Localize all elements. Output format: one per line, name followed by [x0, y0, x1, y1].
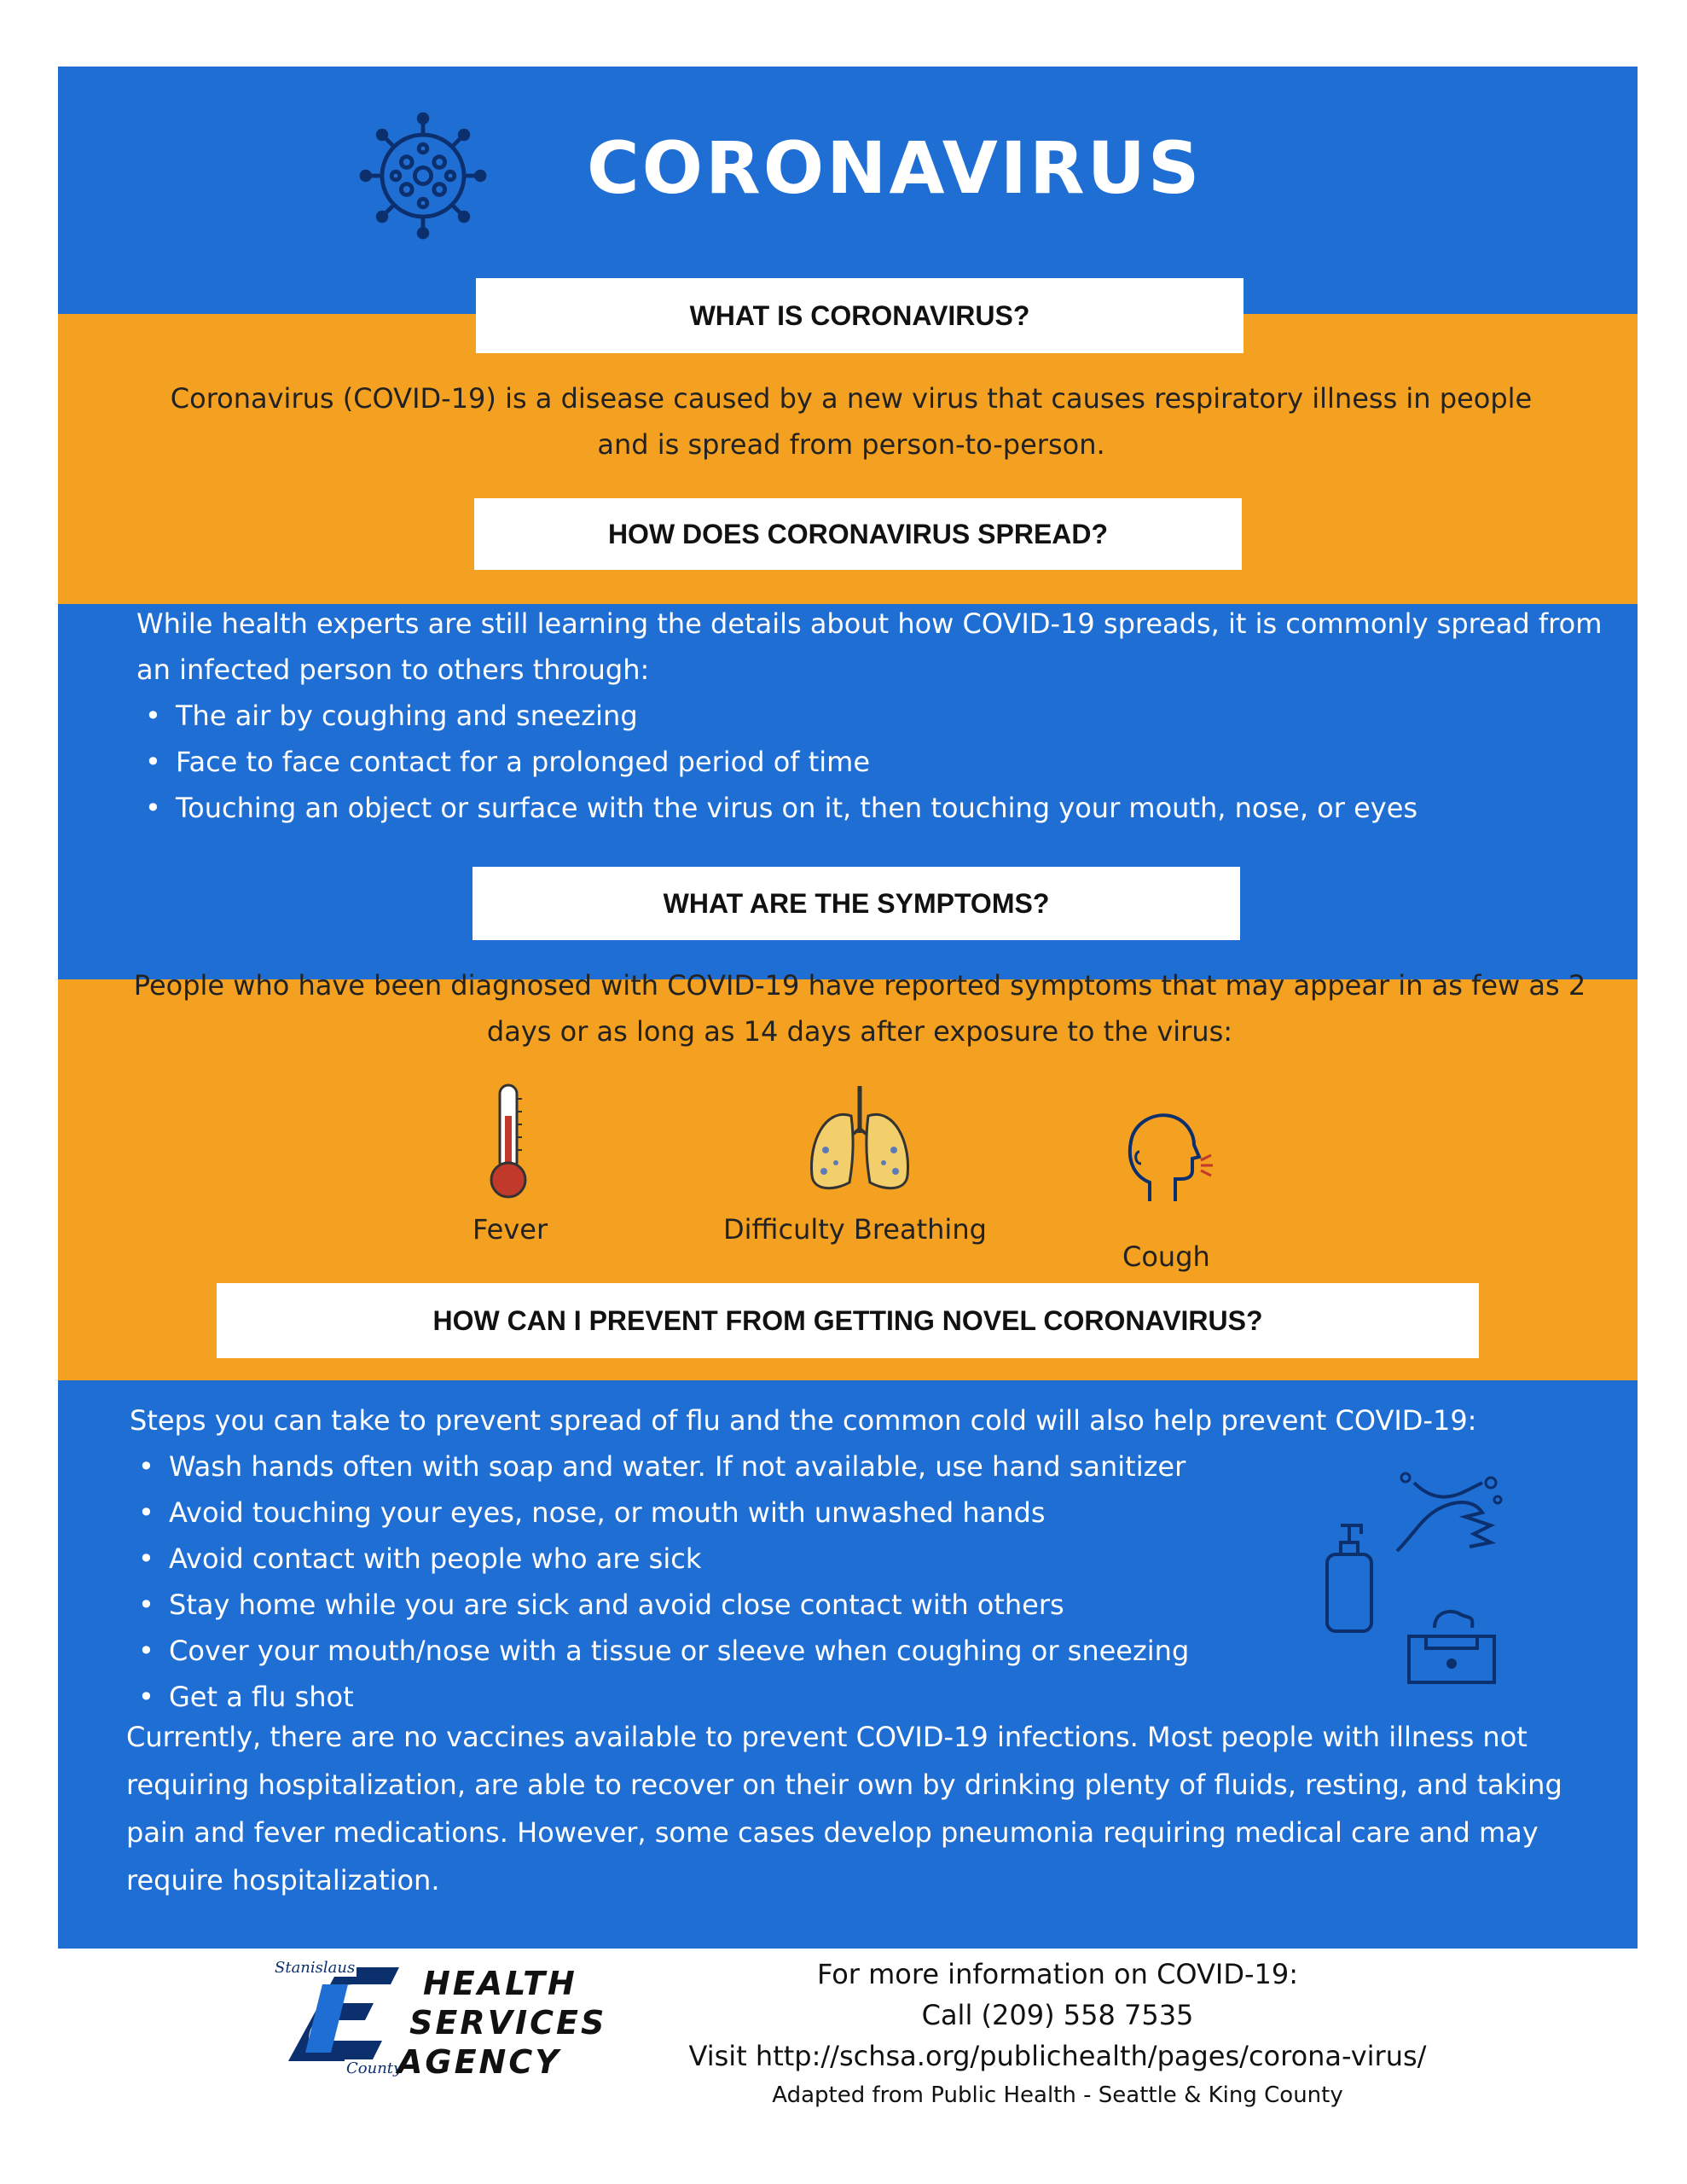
spread-section — [136, 601, 1603, 831]
tissue-box-icon — [1400, 1602, 1503, 1687]
lungs-icon — [800, 1082, 919, 1201]
list-item: • Get a flu shot — [130, 1674, 1597, 1720]
list-item: • Wash hands often with soap and water. If not available, use hand sanitizer — [130, 1443, 1597, 1490]
symptom-label-cough: Cough — [1122, 1240, 1210, 1273]
poster-title: CORONAVIRUS — [587, 126, 1203, 210]
list-item: • Avoid contact with people who are sick — [130, 1536, 1597, 1582]
logo-text-bottom: County — [346, 2059, 403, 2077]
symptom-label-fever: Fever — [472, 1213, 548, 1246]
poster — [58, 67, 1638, 1949]
agency-name-health: HEALTH — [423, 1965, 577, 2002]
agency-name-agency: AGENCY — [397, 2043, 561, 2081]
spread-heading: HOW DOES CORONAVIRUS SPREAD? — [474, 498, 1242, 570]
what-text: Coronavirus (COVID-19) is a disease caused by a new virus that causes respiratory illness in people and is spread from person-to-person. — [170, 382, 1533, 461]
list-item: • The air by coughing and sneezing — [136, 693, 1603, 739]
info-line: For more information on COVID-19: — [816, 1958, 1299, 1990]
cough-face-icon — [1116, 1107, 1218, 1210]
contact-info — [631, 1954, 1484, 2114]
logo-text-top: Stanislaus — [275, 1959, 356, 1977]
hand-washing-icon — [1388, 1466, 1508, 1568]
list-item: • Avoid touching your eyes, nose, or mouth with unwashed hands — [130, 1490, 1597, 1536]
soap-bottle-icon — [1315, 1517, 1383, 1636]
symptom-label-breathing: Difficulty Breathing — [723, 1213, 987, 1246]
prevent-closing: Currently, there are no vaccines available to prevent COVID-19 infections. Most people with illness not requiring hospitalization, are able to recover on their own by drinking plenty of fluids, resting, and taking pain and fever medications. However, some cases develop pneumonia requiring medical care and may require hospitalization. — [126, 1721, 1562, 1896]
agency-logo — [271, 1959, 408, 2078]
symptoms-heading: WHAT ARE THE SYMPTOMS? — [472, 867, 1240, 940]
agency-name-services: SERVICES — [409, 2004, 607, 2042]
list-item: • Touching an object or surface with the virus on it, then touching your mouth, nose, or eyes — [136, 785, 1603, 831]
symptoms-text: People who have been diagnosed with COVID-19 have reported symptoms that may appear in as few as 2 days or as long as 14 days after exposure to the virus: — [133, 969, 1586, 1048]
adapted-line: Adapted from Public Health - Seattle & King County — [772, 2082, 1343, 2108]
call-line: Call (209) 558 7535 — [921, 1999, 1194, 2031]
list-item: • Cover your mouth/nose with a tissue or sleeve when coughing or sneezing — [130, 1628, 1597, 1674]
visit-link[interactable]: Visit http://schsa.org/publichealth/pages/corona-virus/ — [688, 2040, 1427, 2072]
coronavirus-icon — [355, 107, 491, 244]
prevent-intro: Steps you can take to prevent spread of flu and the common cold will also help prevent COVID-19: — [130, 1404, 1477, 1437]
thermometer-icon — [483, 1082, 534, 1201]
what-heading: WHAT IS CORONAVIRUS? — [476, 278, 1244, 353]
prevent-heading: HOW CAN I PREVENT FROM GETTING NOVEL CORONAVIRUS? — [217, 1283, 1479, 1358]
spread-intro: While health experts are still learning the details about how COVID-19 spreads, it is commonly spread from an infected person to others through: — [136, 607, 1603, 686]
list-item: • Stay home while you are sick and avoid close contact with others — [130, 1582, 1597, 1628]
spread-bullet-list — [136, 693, 1603, 831]
list-item: • Face to face contact for a prolonged period of time — [136, 739, 1603, 785]
